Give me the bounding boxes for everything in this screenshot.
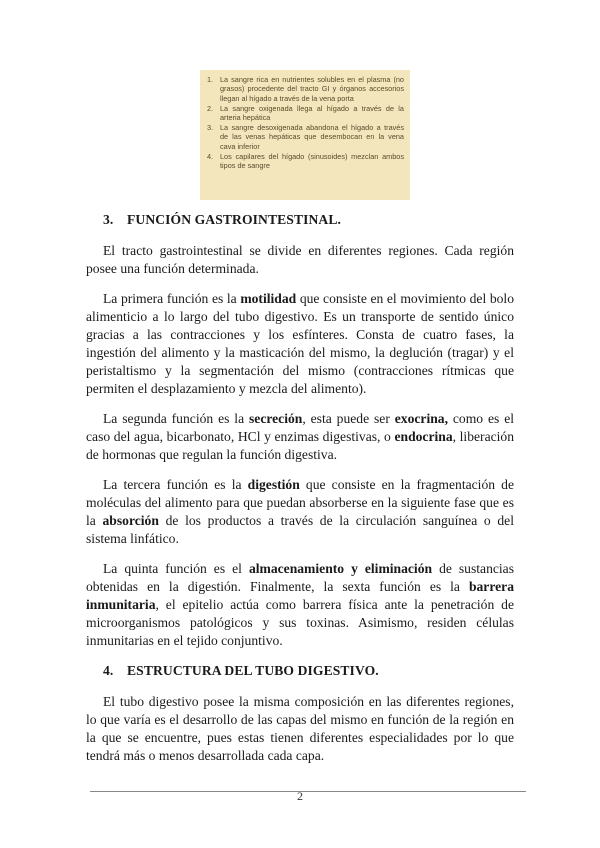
text-run: de los productos a través de la circulación sanguínea o del sistema linfático. <box>86 513 514 546</box>
paragraph: El tubo digestivo posee la misma composición en las diferentes regiones, lo que varía es el desarrollo de las capas del mismo en función de la región en la que se encuentre, pues estas tienen diferentes especialidades por lo que tendrá más o menos desarrollada cada capa. <box>86 694 514 763</box>
bold-term: barrera inmunitaria <box>86 579 514 612</box>
bold-term: almacenamiento y eliminación <box>248 561 433 576</box>
figure-list-item <box>204 104 404 123</box>
list-item-text: La sangre rica en nutrientes solubles en el plasma (no grasos) procedente del tracto GI y órganos accesorios llegan al hígado a través de la vena porta <box>220 75 404 103</box>
paragraph <box>86 476 514 548</box>
list-item-number: 1. <box>207 75 214 84</box>
figure-caption-box <box>200 70 410 200</box>
text-run: , liberación de hormonas que regulan la función digestiva. <box>86 429 515 462</box>
bold-term: digestión <box>247 477 300 492</box>
section-number: 4. <box>103 663 114 678</box>
text-run: que consiste en el movimiento del bolo alimenticio a lo largo del tubo digestivo. Es un transporte de sentido único gracias a las contracciones y los esfínteres. Consta de cuatro fases, la ingestión del alimento y la masticación del mismo, la deglución (tragar) y el peristaltismo y la segmentación del mismo (contracciones rítmicas que permiten el desplazamiento y mezcla del alimento). <box>86 291 515 396</box>
section-title: FUNCIÓN GASTROINTESTINAL. <box>127 212 341 227</box>
bold-term: endocrina <box>394 429 453 444</box>
text-run: La primera función es la <box>103 291 241 306</box>
list-item-number: 4. <box>207 151 214 161</box>
text-run: como es el caso del agua, bicarbonato, HCl y enzimas digestivas, o <box>86 411 515 444</box>
section-heading <box>86 211 514 229</box>
text-run: La quinta función es el <box>103 561 249 576</box>
section-title: ESTRUCTURA DEL TUBO DIGESTIVO. <box>127 663 379 678</box>
bold-term: absorción <box>102 513 159 528</box>
list-item-number: 3. <box>207 123 214 133</box>
list-item-number: 2. <box>207 103 214 113</box>
text-run: , esta puede ser <box>302 411 395 426</box>
figure-list-item <box>204 123 404 151</box>
list-item-text: La sangre oxigenada llega al hígado a través de la arteria hepática <box>220 103 404 123</box>
text-run: La tercera función es la <box>103 477 248 492</box>
paragraph: El tracto gastrointestinal se divide en diferentes regiones. Cada región posee una función determinada. <box>86 243 514 276</box>
figure-list-item <box>204 152 404 171</box>
paragraph <box>86 560 514 650</box>
section-number: 3. <box>103 212 114 227</box>
section-heading <box>86 662 514 680</box>
bold-term: motilidad <box>240 291 297 306</box>
text-run: , el epitelio actúa como barrera física ante la penetración de microorganismos patológicos y sus toxinas. Asimismo, residen células inmunitarias en el tejido conjuntivo. <box>86 597 514 648</box>
text-run: de sustancias obtenidas en la digestión. Finalmente, la sexta función es la <box>86 561 515 594</box>
figure-list-item <box>204 75 404 103</box>
text-run: La segunda función es la <box>103 411 249 426</box>
paragraph <box>86 410 514 464</box>
bold-term: exocrina, <box>394 411 448 426</box>
document-body <box>86 211 514 777</box>
list-item-text: La sangre desoxigenada abandona el hígado a través de las venas hepáticas que desembocan en la vena cava inferior <box>220 123 404 151</box>
figure-list <box>204 75 404 171</box>
paragraph <box>86 290 514 398</box>
text-run: que consiste en la fragmentación de moléculas del alimento para que puedan absorberse en la siguiente fase que es la <box>86 477 514 528</box>
list-item-text: Los capilares del hígado (sinusoides) mezclan ambos tipos de sangre <box>220 151 404 171</box>
page-number: 2 <box>297 789 303 803</box>
bold-term: secreción <box>249 411 303 426</box>
